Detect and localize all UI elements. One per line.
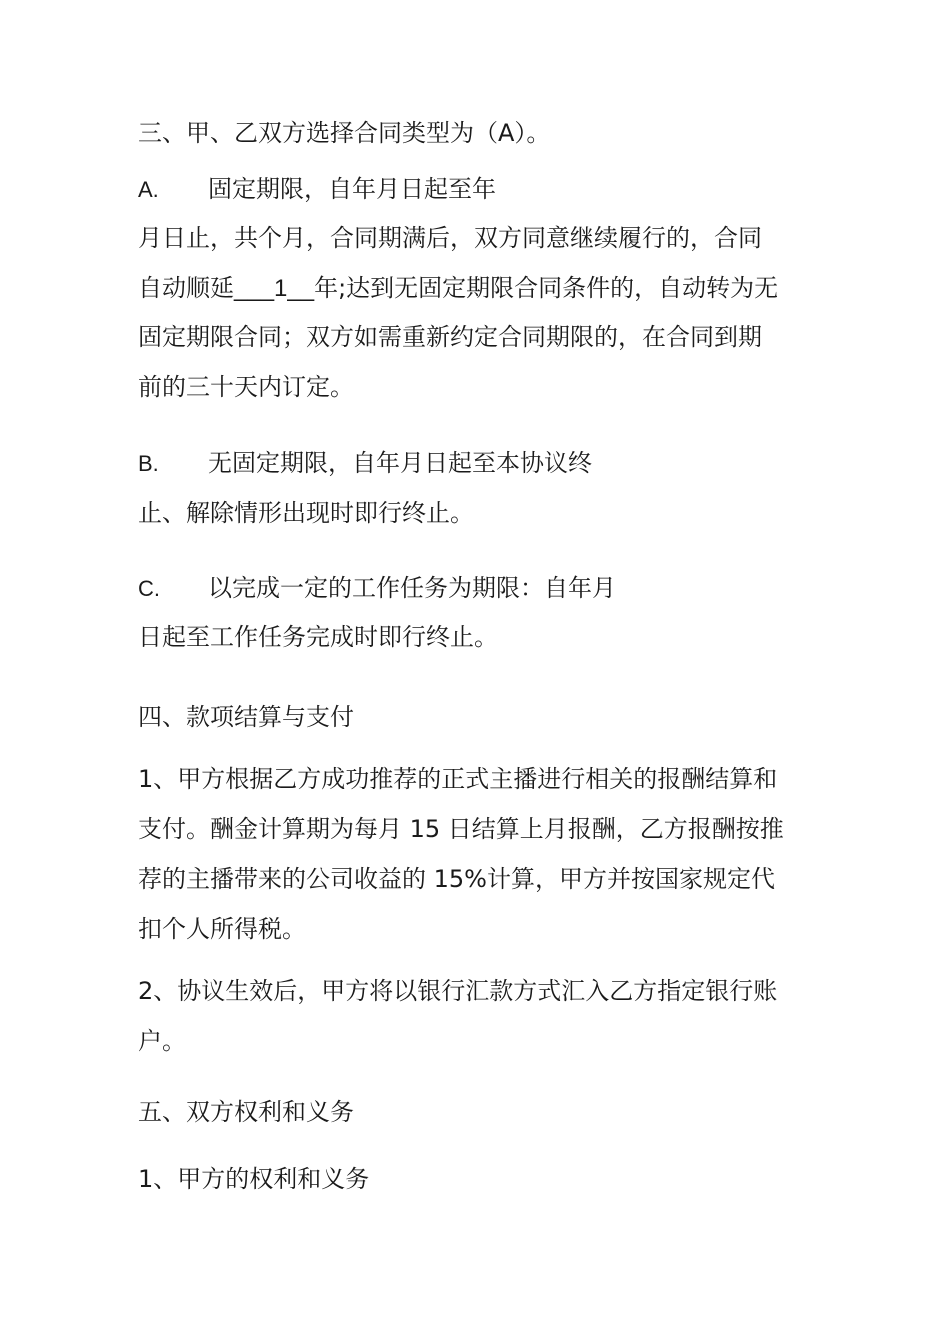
s4-item-1-line-1: 1、甲方根据乙方成功推荐的正式主播进行相关的报酬结算和: [138, 765, 778, 793]
option-c-line-2: 日起至工作任务完成时即行终止。: [138, 623, 498, 651]
section-3-heading: 三、甲、乙双方选择合同类型为（A）。: [138, 119, 551, 147]
option-b-text: 无固定期限，自年月日起至本协议终: [208, 449, 592, 477]
section-4-heading: 四、款项结算与支付: [138, 703, 354, 731]
option-c-text: 以完成一定的工作任务为期限：自年月: [208, 574, 616, 602]
option-a-line-4: 固定期限合同；双方如需重新约定合同期限的，在合同到期: [138, 323, 762, 351]
section-5-heading: 五、双方权利和义务: [138, 1098, 354, 1126]
s4-item-2-line-1: 2、协议生效后，甲方将以银行汇款方式汇入乙方指定银行账: [138, 977, 778, 1005]
option-a-marker: A.: [138, 177, 159, 202]
s4-item-1-line-2: 支付。酬金计算期为每月 15 日结算上月报酬，乙方报酬按推: [138, 815, 784, 843]
s4-item-1-line-3: 荐的主播带来的公司收益的 15%计算，甲方并按国家规定代: [138, 865, 775, 893]
option-a-line-3-post: 年;达到无固定期限合同条件的，自动转为无: [314, 274, 779, 302]
option-a-line-5: 前的三十天内订定。: [138, 373, 354, 401]
option-a-line-3: [138, 273, 778, 304]
option-a-line-3-pre: 自动顺延: [138, 274, 234, 302]
s4-item-2-line-2: 户。: [138, 1027, 186, 1055]
option-b-line-1: [138, 448, 592, 479]
option-a-line-2: 月日止，共个月，合同期满后，双方同意继续履行的，合同: [138, 224, 762, 252]
s4-item-1-line-4: 扣个人所得税。: [138, 915, 306, 943]
option-c-marker: C.: [138, 576, 160, 601]
renewal-years-blank: ___1__: [234, 275, 315, 302]
option-b-line-2: 止、解除情形出现时即行终止。: [138, 499, 474, 527]
option-a-line-1: [138, 174, 496, 205]
option-a-text: 固定期限，自年月日起至年: [208, 175, 496, 203]
s5-item-1: 1、甲方的权利和义务: [138, 1165, 370, 1193]
option-b-marker: B.: [138, 451, 159, 476]
option-c-line-1: [138, 573, 616, 604]
